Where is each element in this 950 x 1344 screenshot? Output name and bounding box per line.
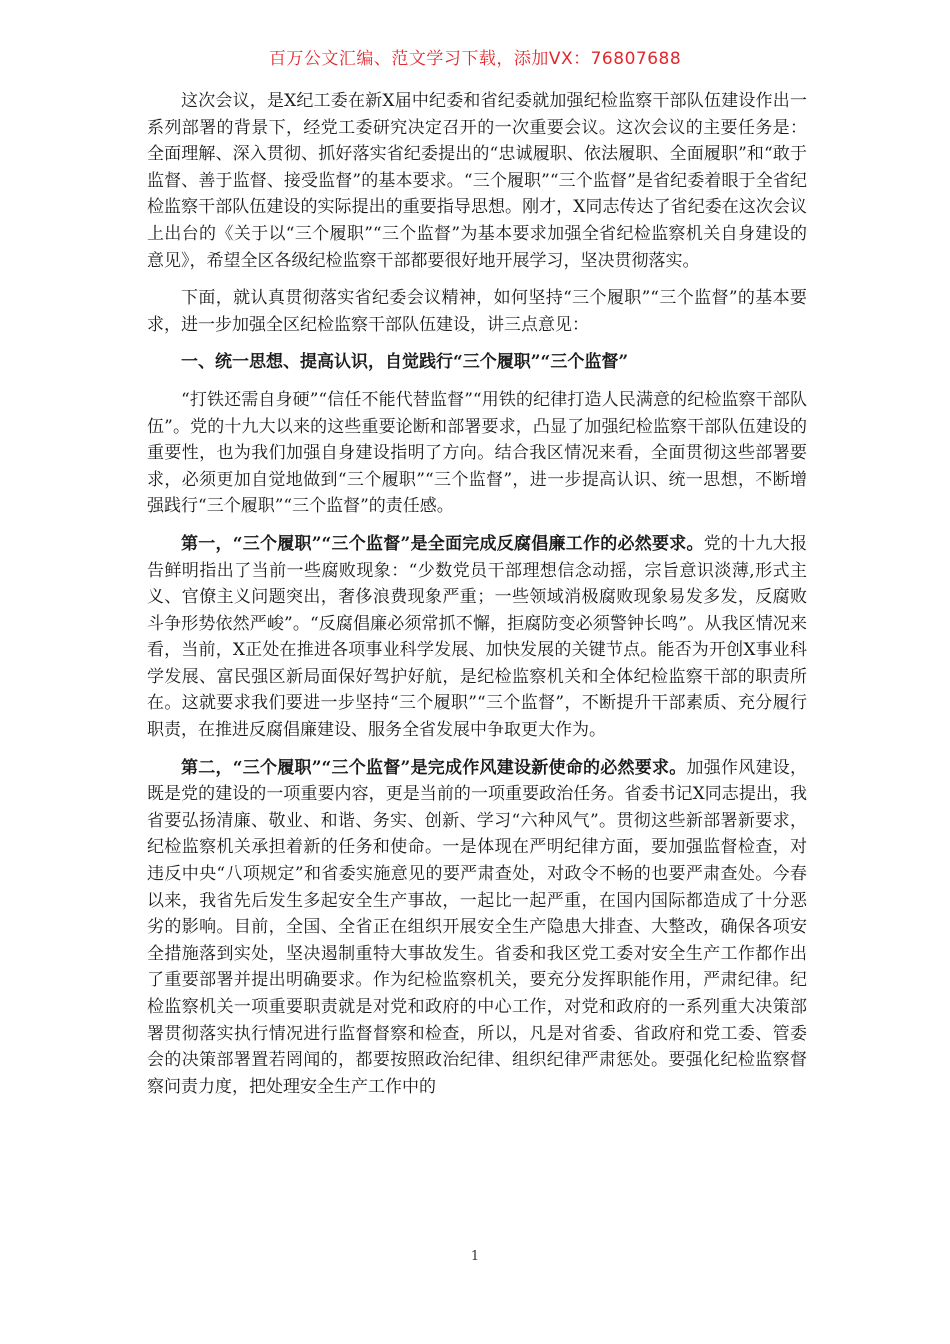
paragraph-second-point xyxy=(147,755,807,1101)
first-point-text: 党的十九大报告鲜明指出了当前一些腐败现象：“少数党员干部理想信念动摇，宗旨意识淡薄,形式主义、官僚主义问题突出，奢侈浪费现象严重；一些领域消极腐败现象易发多发，反腐败斗争形势依然严峻”。“反腐倡廉必须常抓不懈，拒腐防变必须警钟长鸣”。从我区情况来看，当前，X正处在推进各项事业科学发展、加快发展的关键节点。能否为开创X事业科学发展、富民强区新局面保好驾护好航，是纪检监察机关和全体纪检监察干部的职责所在。这就要求我们要进一步坚持“三个履职”“三个监督”，不断提升干部素质、充分履行职责，在推进反腐倡廉建设、服务全省发展中争取更大作为。 xyxy=(147,533,807,741)
header-banner: 百万公文汇编、范文学习下载，添加VX：76807688 xyxy=(268,49,682,69)
second-point-text: 加强作风建设，既是党的建设的一项重要内容，更是当前的一项重要政治任务。省委书记X同志提出，我省要弘扬清廉、敬业、和谐、务实、创新、学习“六种风气”。贯彻这些新部署新要求，纪检监察机关承担着新的任务和使命。一是体现在严明纪律方面，要加强监督检查，对违反中央“八项规定”和省委实施意见的要严肃查处，对政令不畅的也要严肃查处。今春以来，我省先后发生多起安全生产事故，一起比一起严重，在国内国际都造成了十分恶劣的影响。目前，全国、全省正在组织开展安全生产隐患大排查、大整改，确保各项安全措施落到实处，坚决遏制重特大事故发生。省委和我区党工委对安全生产工作都作出了重要部署并提出明确要求。作为纪检监察机关，要充分发挥职能作用，严肃纪律。纪检监察机关一项重要职责就是对党和政府的中心工作，对党和政府的一系列重大决策部署贯彻落实执行情况进行监督督察和检查，所以，凡是对省委、省政府和党工委、管委会的决策部署置若罔闻的，都要按照政治纪律、组织纪律严肃惩处。要强化纪检监察督察问责力度，把处理安全生产工作中的 xyxy=(147,757,807,1097)
paragraph-section1: “打铁还需自身硬”“信任不能代替监督”“用铁的纪律打造人民满意的纪检监察干部队伍”。党的十九大以来的这些重要论断和部署要求，凸显了加强纪检监察干部队伍建设的重要性，也为我们加强自身建设指明了方向。结合我区情况来看，全面贯彻这些部署要求，必须更加自觉地做到“三个履职”“三个监督”，进一步提高认识、统一思想，不断增强践行“三个履职”“三个监督”的责任感。 xyxy=(147,389,807,517)
first-point-lead: 第一，“三个履职”“三个监督”是全面完成反腐倡廉工作的必然要求。 xyxy=(181,533,704,554)
paragraph-intro: 这次会议，是X纪工委在新X届中纪委和省纪委就加强纪检监察干部队伍建设作出一系列部署的背景下，经党工委研究决定召开的一次重要会议。这次会议的主要任务是：全面理解、深入贯彻、抓好落实省纪委提出的“忠诚履职、依法履职、全面履职”和“敢于监督、善于监督、接受监督”的基本要求。“三个履职”“三个监督”是省纪委着眼于全省纪检监察干部队伍建设的实际提出的重要指导思想。刚才，X同志传达了省纪委在这次会议上出台的《关于以“三个履职”“三个监督”为基本要求加强全省纪检监察机关自身建设的意见》，希望全区各级纪检监察干部都要很好地开展学习，坚决贯彻落实。 xyxy=(147,91,807,271)
page-number: 1 xyxy=(470,1249,480,1264)
second-point-lead: 第二，“三个履职”“三个监督”是完成作风建设新使命的必然要求。 xyxy=(181,757,687,778)
section-heading-1: 一、统一思想、提高认识，自觉践行“三个履职”“三个监督” xyxy=(181,352,629,373)
paragraph-first-point xyxy=(147,531,807,744)
document-body xyxy=(147,88,807,1100)
paragraph-outline: 下面，就认真贯彻落实省纪委会议精神，如何坚持“三个履职”“三个监督”的基本要求，进一步加强全区纪检监察干部队伍建设，讲三点意见： xyxy=(147,288,807,335)
